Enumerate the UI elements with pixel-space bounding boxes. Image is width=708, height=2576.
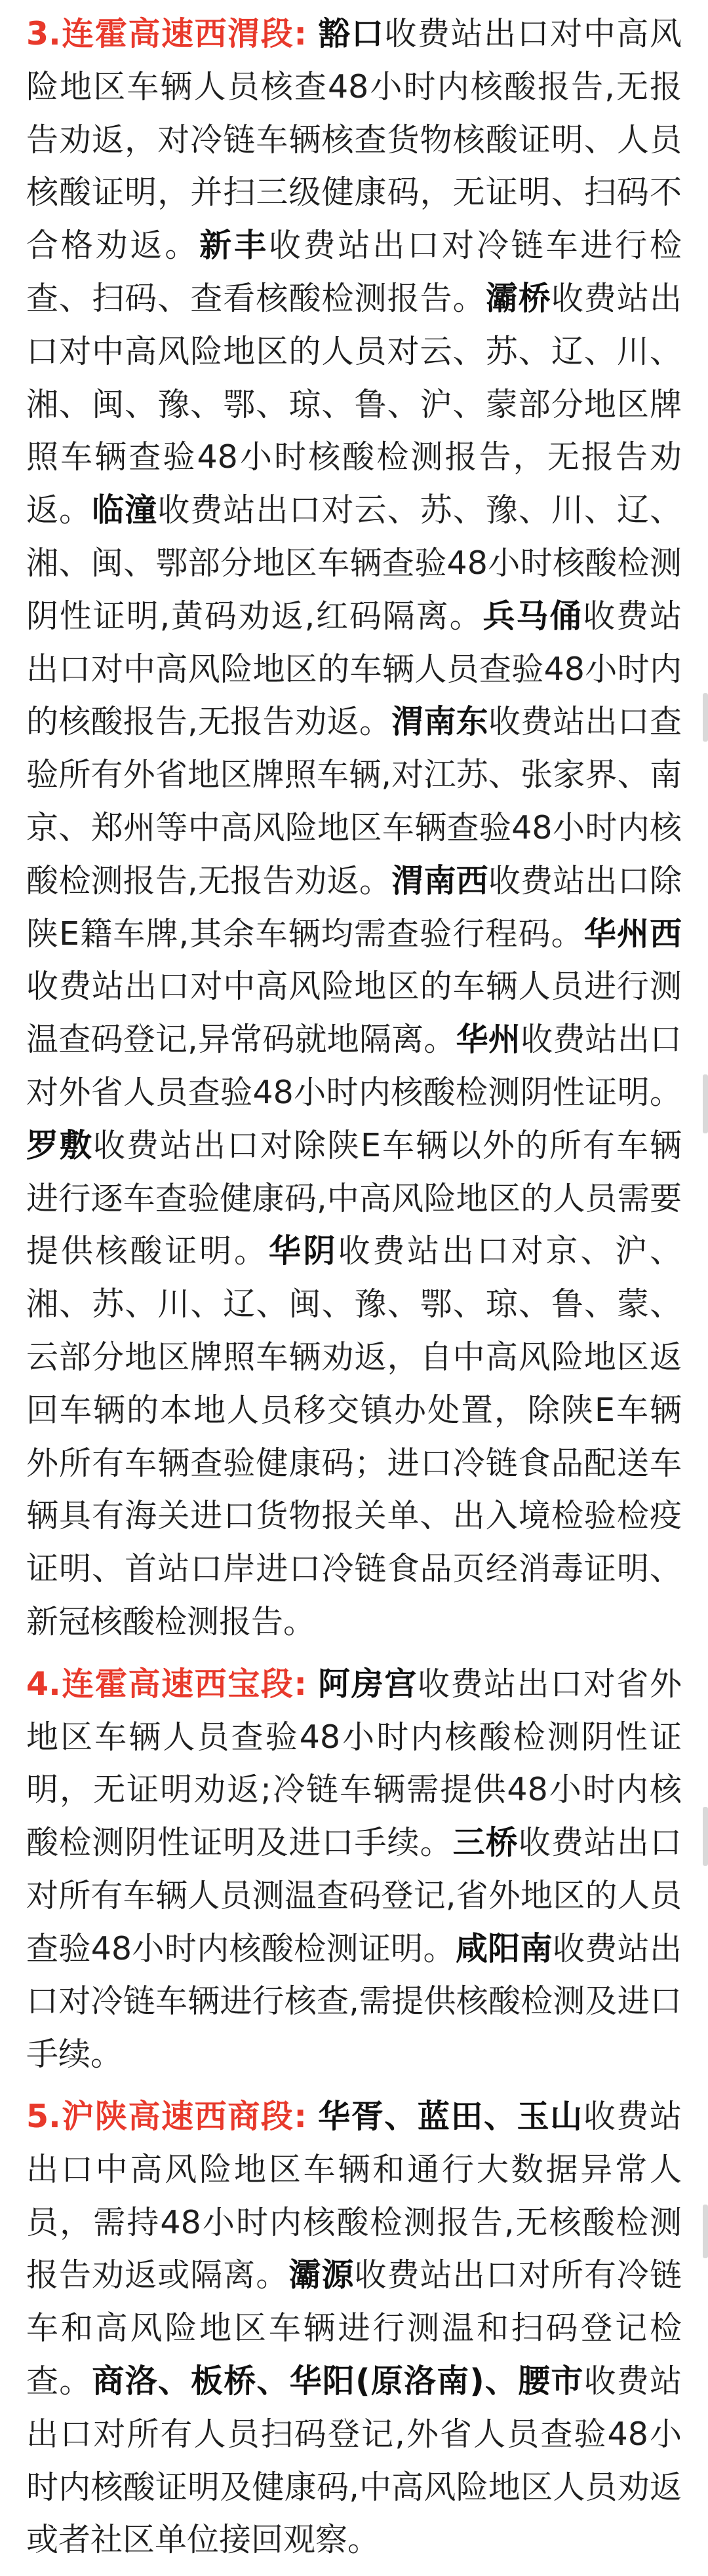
station-name: 渭南东: [391, 703, 488, 741]
rule-text: 收费站出口对中高风险地区的人员对云、苏、辽、川、湘、闽、豫、鄂、琼、鲁、沪、蒙部分地区牌照车辆查验48小时核酸检测报告，无报告劝返。: [26, 279, 682, 529]
section-3-title: 3.连霍高速西渭段:: [26, 15, 307, 52]
edge-scroll-mark: [703, 1074, 708, 1133]
station-name: 渭南西: [391, 862, 488, 900]
rule-text: 收费站出口对中高风险地区的车辆人员进行测温查码登记,异常码就地隔离。: [26, 968, 682, 1059]
rule-text: 收费站出口对京、沪、湘、苏、川、辽、闽、豫、鄂、琼、鲁、蒙、云部分地区牌照车辆劝返，自中高风险地区返回车辆的本地人员移交镇办处置，除陕E车辆外所有车辆查验健康码；进口冷链食品配送车辆具有海关进口货物报关单、出入境检验检疫证明、首站口岸进口冷链食品页经消毒证明、新冠核酸检测报告。: [26, 1232, 682, 1640]
section-3-paragraph: [26, 8, 682, 1649]
rule-text: 收费站出口对所有人员扫码登记,外省人员查验48小时内核酸证明及健康码,中高风险地区人员劝返或者社区单位接回观察。: [26, 2362, 682, 2559]
rule-text: 收费站出口对中高风险地区车辆人员核查48小时内核酸报告,无报告劝返，对冷链车辆核查货物核酸证明、人员核酸证明，并扫三级健康码，无证明、扫码不合格劝返。: [26, 15, 682, 265]
rule-text: 收费站出口对中高风险地区的车辆人员查验48小时内的核酸报告,无报告劝返。: [26, 597, 682, 741]
station-name: 豁口: [318, 15, 385, 52]
edge-scroll-mark: [703, 2205, 708, 2258]
rule-text: 收费站出口查验所有外省地区牌照车辆,对江苏、张家界、南京、郑州等中高风险地区车辆查验48小时内核酸检测报告,无报告劝返。: [26, 703, 682, 900]
rule-text: 收费站出口对云、苏、豫、川、辽、湘、闽、鄂部分地区车辆查验48小时核酸检测阴性证明,黄码劝返,红码隔离。: [26, 491, 682, 635]
station-name: 新丰: [199, 227, 269, 265]
rule-text: 收费站出口中高风险地区车辆和通行大数据异常人员，需持48小时内核酸检测报告,无核酸检测报告劝返或隔离。: [26, 2098, 682, 2294]
rule-text: 收费站出口对所有车辆人员测温查码登记,省外地区的人员查验48小时内核酸检测证明。: [26, 1824, 682, 1967]
station-name: 兵马俑: [482, 597, 583, 635]
rule-text: 收费站出口对省外地区车辆人员查验48小时内核酸检测阴性证明，无证明劝返;冷链车辆需提供48小时内核酸检测阴性证明及进口手续。: [26, 1665, 682, 1862]
station-name: 临潼: [92, 491, 158, 529]
station-name: 三桥: [452, 1824, 519, 1862]
rule-text: 收费站出口对冷链车辆进行核查,需提供核酸检测及进口手续。: [26, 1929, 682, 2074]
section-5-title: 5.沪陕高速西商段:: [26, 2098, 307, 2136]
station-name: 咸阳南: [455, 1929, 553, 1967]
station-name: 华州: [456, 1021, 521, 1059]
rule-text: 收费站出口对所有冷链车和高风险地区车辆进行测温和扫码登记检查。: [26, 2256, 682, 2400]
edge-scroll-mark: [703, 1807, 708, 1866]
rule-text: 收费站出口对外省人员查验48小时内核酸检测阴性证明。: [26, 1021, 682, 1111]
rule-text: 收费站出口除陕E籍车牌,其余车辆均需查验行程码。: [26, 862, 682, 953]
station-name: 华州西: [583, 915, 682, 953]
rule-text: 收费站出口对冷链车进行检查、扫码、查看核酸检测报告。: [26, 227, 682, 317]
station-name: 华阴: [268, 1232, 338, 1270]
article-body: [26, 8, 682, 2576]
edge-scroll-mark: [703, 693, 708, 742]
station-name: 商洛、板桥、华阳(原洛南)、腰市: [92, 2362, 584, 2400]
section-4-title: 4.连霍高速西宝段:: [26, 1665, 307, 1703]
station-name: 阿房宫: [318, 1665, 418, 1703]
station-name: 罗敷: [26, 1126, 94, 1164]
section-4-paragraph: [26, 1658, 682, 2081]
station-name: 灞源: [288, 2256, 355, 2294]
station-name: 华胥、蓝田、玉山: [318, 2098, 583, 2136]
rule-text: 收费站出口对除陕E车辆以外的所有车辆进行逐车查验健康码,中高风险地区的人员需要提供核酸证明。: [26, 1126, 682, 1270]
section-5-paragraph: [26, 2091, 682, 2567]
station-name: 灞桥: [485, 279, 551, 317]
